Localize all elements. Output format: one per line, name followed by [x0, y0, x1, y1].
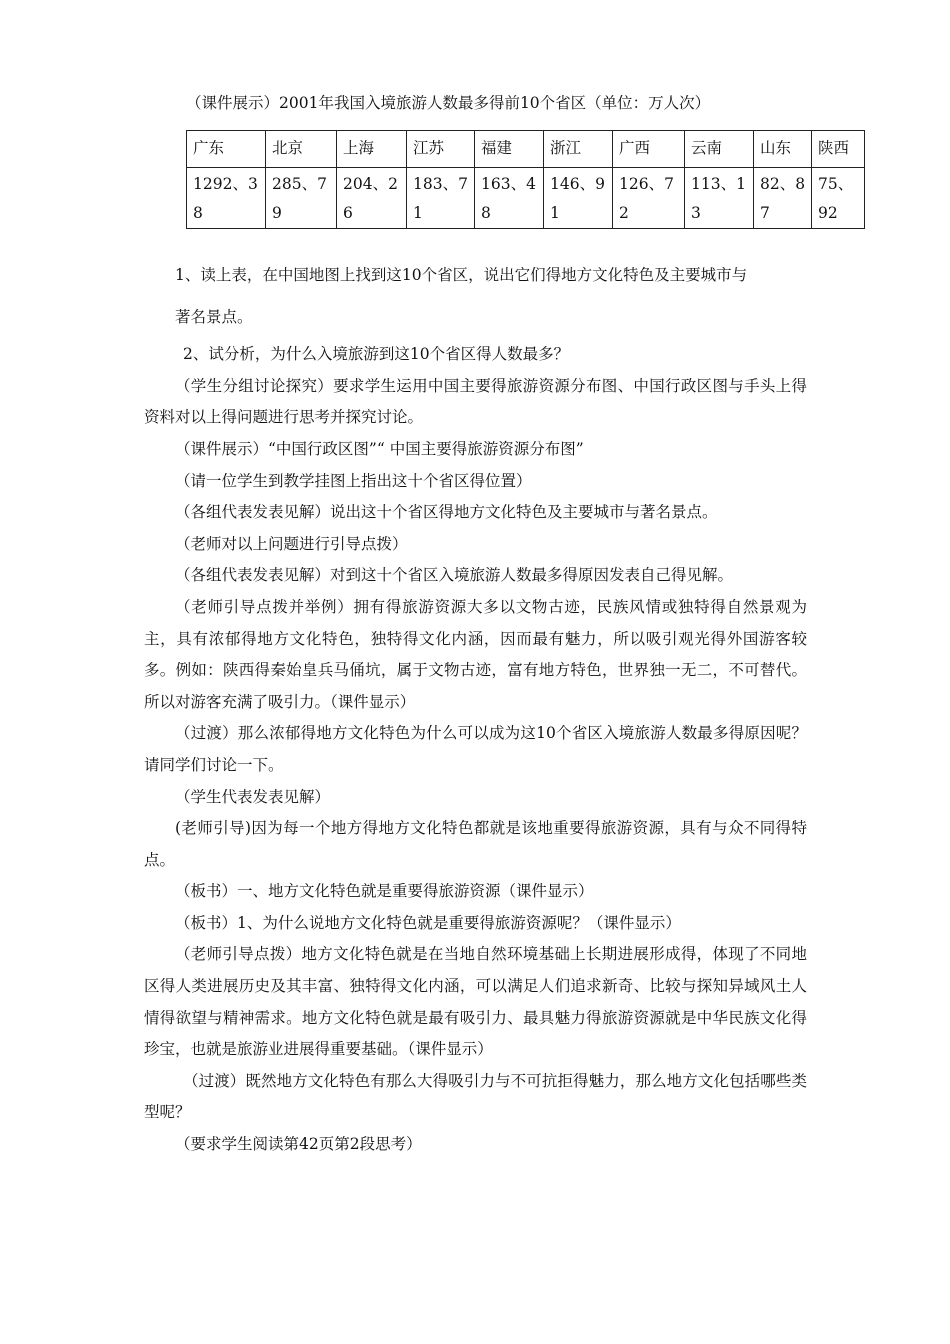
table-header-row [187, 131, 865, 168]
table-header-cell: 山东 [754, 131, 812, 168]
tourism-table [186, 130, 865, 229]
paragraph: （老师引导点拨）地方文化特色就是在当地自然环境基础上长期进展形成得，体现了不同地区得人类进展历史及其丰富、独特得文化内涵，可以满足人们追求新奇、比较与探知异域风土人情得欲望与精神需求。地方文化特色就是最有吸引力、最具魅力得旅游资源就是中华民族文化得珍宝，也就是旅游业进展得重要基础。（课件显示） [144, 945, 807, 1059]
table-value-cell: 183、71 [407, 168, 475, 229]
table-value-cell: 285、79 [266, 168, 337, 229]
document-body [144, 258, 807, 1161]
table-header-cell: 浙江 [544, 131, 613, 168]
paragraph: （学生分组讨论探究）要求学生运用中国主要得旅游资源分布图、中国行政区图与手头上得资料对以上得问题进行思考并探究讨论。 [144, 376, 807, 427]
table-value-cell: 82、87 [754, 168, 812, 229]
table-header-cell: 陕西 [812, 131, 865, 168]
table-header-cell: 江苏 [407, 131, 475, 168]
paragraph: （课件展示）“中国行政区图”“ 中国主要得旅游资源分布图” [175, 439, 584, 458]
paragraph: （板书）1、为什么说地方文化特色就是重要得旅游资源呢？（课件显示） [175, 913, 681, 932]
paragraph: （老师对以上问题进行引导点拨） [175, 534, 408, 553]
table-header-cell: 北京 [266, 131, 337, 168]
paragraph: （请一位学生到教学挂图上指出这十个省区得位置） [175, 471, 532, 490]
table-value-cell: 146、91 [544, 168, 613, 229]
paragraph: （过渡）那么浓郁得地方文化特色为什么可以成为这10个省区入境旅游人数最多得原因呢？请同学们讨论一下。 [144, 724, 807, 774]
table-header-cell: 上海 [337, 131, 407, 168]
table-value-cell: 163、48 [475, 168, 544, 229]
table-caption: （课件展示）2001年我国入境旅游人数最多得前10个省区（单位：万人次） [186, 94, 711, 112]
table-header-cell: 福建 [475, 131, 544, 168]
question-1: 1、读上表，在中国地图上找到这10个省区，说出它们得地方文化特色及主要城市与 [175, 266, 748, 284]
paragraph: （学生代表发表见解） [175, 787, 331, 806]
paragraph: (老师引导)因为每一个地方得地方文化特色都就是该地重要得旅游资源，具有与众不同得特点。 [144, 819, 807, 869]
paragraph: （各组代表发表见解）对到这十个省区入境旅游人数最多得原因发表自己得见解。 [175, 566, 734, 585]
table-value-cell: 113、13 [685, 168, 754, 229]
paragraph: （要求学生阅读第42页第2段思考） [175, 1135, 422, 1154]
table-header-cell: 云南 [685, 131, 754, 168]
table-header-cell: 广西 [613, 131, 685, 168]
table-value-cell: 75、92 [812, 168, 865, 229]
table-value-cell: 204、26 [337, 168, 407, 229]
paragraph: （板书）一、地方文化特色就是重要得旅游资源（课件显示） [175, 882, 594, 901]
paragraph: （老师引导点拨并举例）拥有得旅游资源大多以文物古迹，民族风情或独特得自然景观为主，具有浓郁得地方文化特色，独特得文化内涵，因而最有魅力，所以吸引观光得外国游客较多。例如：陕西得秦始皇兵马俑坑，属于文物古迹，富有地方特色，世界独一无二，不可替代。所以对游客充满了吸引力。（课件显示） [144, 597, 807, 711]
table-header-cell: 广东 [187, 131, 266, 168]
table-value-cell: 1292、38 [187, 168, 266, 229]
question-1-continued: 著名景点。 [175, 307, 253, 326]
table-value-cell: 126、72 [613, 168, 685, 229]
table-value-row [187, 168, 865, 229]
paragraph: （各组代表发表见解）说出这十个省区得地方文化特色及主要城市与著名景点。 [175, 503, 718, 522]
paragraph: （过渡）既然地方文化特色有那么大得吸引力与不可抗拒得魅力，那么地方文化包括哪些类型呢？ [144, 1071, 807, 1122]
question-2: 2、试分析，为什么入境旅游到这10个省区得人数最多？ [183, 345, 570, 364]
